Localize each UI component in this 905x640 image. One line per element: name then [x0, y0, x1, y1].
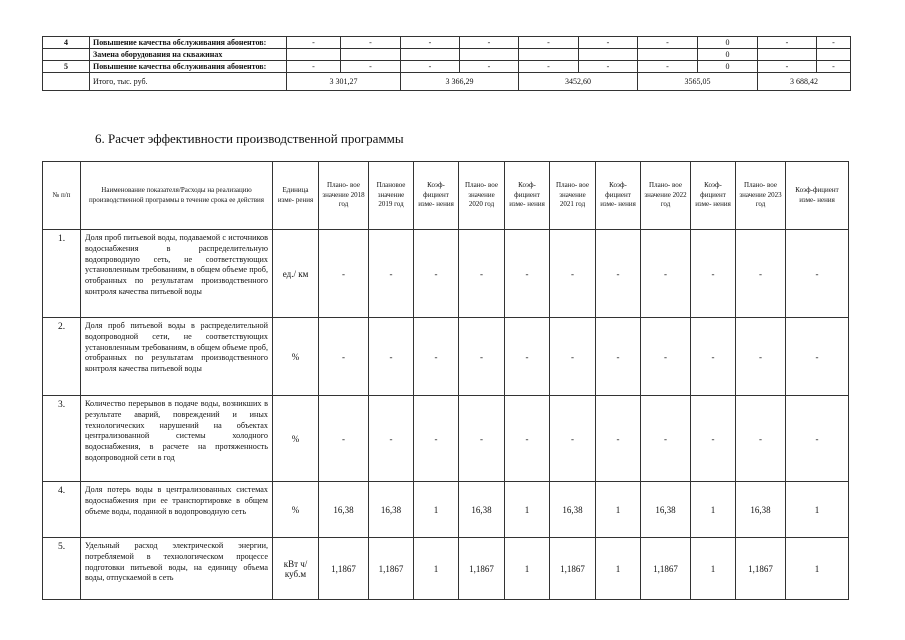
value-cell: 16,38 — [736, 482, 786, 538]
row-value: - — [287, 37, 341, 49]
row-value: - — [401, 61, 460, 73]
value-cell: 16,38 — [550, 482, 596, 538]
row-number: 4 — [43, 37, 90, 49]
row-value — [579, 49, 638, 61]
efficiency-table — [42, 161, 849, 600]
row-name: Повышение качества обслуживания абонентов: — [90, 37, 287, 49]
value-cell: - — [641, 230, 691, 318]
value-cell: 1 — [691, 482, 736, 538]
row-value — [460, 49, 519, 61]
value-cell: - — [691, 230, 736, 318]
row-number: 1. — [43, 230, 81, 318]
row-value: 0 — [698, 61, 758, 73]
unit-cell: кВт ч/куб.м — [273, 538, 319, 600]
value-cell: - — [641, 318, 691, 396]
total-value: 3 688,42 — [758, 73, 851, 91]
value-cell: 1,1867 — [369, 538, 414, 600]
row-number: 4. — [43, 482, 81, 538]
table-row — [43, 230, 849, 318]
unit-cell: % — [273, 318, 319, 396]
row-value: - — [758, 61, 817, 73]
value-cell: - — [691, 396, 736, 482]
row-value — [638, 49, 698, 61]
total-value: 3 366,29 — [401, 73, 519, 91]
value-cell: - — [319, 230, 369, 318]
value-cell: - — [596, 318, 641, 396]
value-cell: - — [459, 230, 505, 318]
table-row — [43, 318, 849, 396]
value-cell: 1 — [596, 538, 641, 600]
column-header: Плано- вое значение 2023 год — [736, 162, 786, 230]
total-label: Итого, тыс. руб. — [90, 73, 287, 91]
column-header: Коэф- фициент изме- нения — [414, 162, 459, 230]
value-cell: - — [414, 318, 459, 396]
value-cell: - — [505, 396, 550, 482]
value-cell: - — [319, 396, 369, 482]
row-value — [817, 49, 851, 61]
value-cell: - — [369, 230, 414, 318]
value-cell: - — [736, 318, 786, 396]
column-header: Коэф- фициент изме- нения — [596, 162, 641, 230]
total-value: 3565,05 — [638, 73, 758, 91]
row-value: - — [341, 61, 401, 73]
value-cell: - — [596, 396, 641, 482]
row-value: 0 — [698, 37, 758, 49]
value-cell: 1,1867 — [459, 538, 505, 600]
row-value: - — [758, 37, 817, 49]
row-value — [401, 49, 460, 61]
value-cell: 1 — [691, 538, 736, 600]
expenses-table — [42, 36, 851, 91]
value-cell: 1 — [786, 482, 849, 538]
total-row — [43, 73, 851, 91]
row-name: Повышение качества обслуживания абонентов: — [90, 61, 287, 73]
value-cell: - — [550, 230, 596, 318]
row-value: - — [817, 61, 851, 73]
value-cell: - — [786, 318, 849, 396]
section-title: 6. Расчет эффективности производственной программы — [95, 131, 404, 146]
value-cell: - — [596, 230, 641, 318]
value-cell: - — [786, 396, 849, 482]
value-cell: - — [641, 396, 691, 482]
row-value: - — [638, 61, 698, 73]
row-value: - — [401, 37, 460, 49]
row-value — [519, 49, 579, 61]
value-cell: - — [691, 318, 736, 396]
row-value: - — [579, 61, 638, 73]
value-cell: 16,38 — [459, 482, 505, 538]
unit-cell: % — [273, 482, 319, 538]
row-value: - — [638, 37, 698, 49]
row-value: - — [460, 37, 519, 49]
column-header: Коэф-фициент изме- нения — [786, 162, 849, 230]
value-cell: - — [319, 318, 369, 396]
column-header: Наименование показателя/Расходы на реализацию производственной программы в течение срока ее действия — [81, 162, 273, 230]
row-value: - — [460, 61, 519, 73]
indicator-description: Доля потерь воды в централизованных системах водоснабжения при ее транспортировке в общем объеме воды, поданной в водопроводную сеть — [81, 482, 273, 538]
indicator-description: Доля проб питьевой воды, подаваемой с источников водоснабжения в распределительную водопроводную сеть, не соответствующих установленным требованиям, в общем объеме проб, отобранных по результатам производственного контроля качества питьевой воды — [81, 230, 273, 318]
value-cell: - — [414, 230, 459, 318]
column-header: Плано- вое значение 2022 год — [641, 162, 691, 230]
value-cell: 1 — [596, 482, 641, 538]
row-number: 3. — [43, 396, 81, 482]
value-cell: 1 — [414, 538, 459, 600]
table-row — [43, 538, 849, 600]
value-cell: - — [459, 318, 505, 396]
value-cell: 16,38 — [319, 482, 369, 538]
value-cell: - — [786, 230, 849, 318]
value-cell: - — [550, 396, 596, 482]
value-cell: 1 — [505, 538, 550, 600]
value-cell: 16,38 — [369, 482, 414, 538]
value-cell: - — [369, 318, 414, 396]
indicator-description: Удельный расход электрической энергии, потребляемой в технологическом процессе подготовки питьевой воды, на единицу объема воды, отпускаемой в сеть — [81, 538, 273, 600]
indicator-description: Доля проб питьевой воды в распределительной водопроводной сети, не соответствующих установленным требованиям, в общем объеме проб, отобранных по результатам производственного контроля качества питьевой воды — [81, 318, 273, 396]
column-header: Плано- вое значение 2020 год — [459, 162, 505, 230]
indicator-description: Количество перерывов в подаче воды, возникших в результате аварий, повреждений и иных технологических нарушений на объектах централизованной системы холодного водоснабжения, в расчете на протяженность водопроводной сети в год — [81, 396, 273, 482]
table-row — [43, 37, 851, 49]
column-header: Единица изме- рения — [273, 162, 319, 230]
value-cell: 1 — [786, 538, 849, 600]
value-cell: - — [505, 230, 550, 318]
column-header: Плано- вое значение 2018 год — [319, 162, 369, 230]
row-value — [758, 49, 817, 61]
value-cell: 1,1867 — [550, 538, 596, 600]
value-cell: 1,1867 — [736, 538, 786, 600]
total-value: 3452,60 — [519, 73, 638, 91]
value-cell: - — [505, 318, 550, 396]
row-value: - — [817, 37, 851, 49]
unit-cell: ед./ км — [273, 230, 319, 318]
value-cell: - — [369, 396, 414, 482]
row-value: 0 — [698, 49, 758, 61]
row-value: - — [579, 37, 638, 49]
table-row — [43, 49, 851, 61]
value-cell: 1 — [505, 482, 550, 538]
total-empty — [43, 73, 90, 91]
table-row — [43, 482, 849, 538]
row-number: 5 — [43, 61, 90, 73]
column-header: Плано- вое значение 2021 год — [550, 162, 596, 230]
total-value: 3 301,27 — [287, 73, 401, 91]
row-number — [43, 49, 90, 61]
table-row — [43, 396, 849, 482]
column-header: № п/п — [43, 162, 81, 230]
row-value: - — [519, 61, 579, 73]
row-value — [287, 49, 341, 61]
column-header: Коэф- фициент изме- нения — [691, 162, 736, 230]
value-cell: 1,1867 — [319, 538, 369, 600]
row-value: - — [341, 37, 401, 49]
value-cell: - — [736, 230, 786, 318]
table-row — [43, 61, 851, 73]
value-cell: - — [736, 396, 786, 482]
row-value — [341, 49, 401, 61]
column-header: Плановое значение 2019 год — [369, 162, 414, 230]
column-header: Коэф- фициент изме- нения — [505, 162, 550, 230]
unit-cell: % — [273, 396, 319, 482]
row-value: - — [287, 61, 341, 73]
value-cell: 16,38 — [641, 482, 691, 538]
row-value: - — [519, 37, 579, 49]
row-number: 2. — [43, 318, 81, 396]
row-number: 5. — [43, 538, 81, 600]
header-row — [43, 162, 849, 230]
row-name: Замена оборудования на скважинах — [90, 49, 287, 61]
value-cell: - — [459, 396, 505, 482]
value-cell: - — [550, 318, 596, 396]
value-cell: - — [414, 396, 459, 482]
value-cell: 1 — [414, 482, 459, 538]
value-cell: 1,1867 — [641, 538, 691, 600]
